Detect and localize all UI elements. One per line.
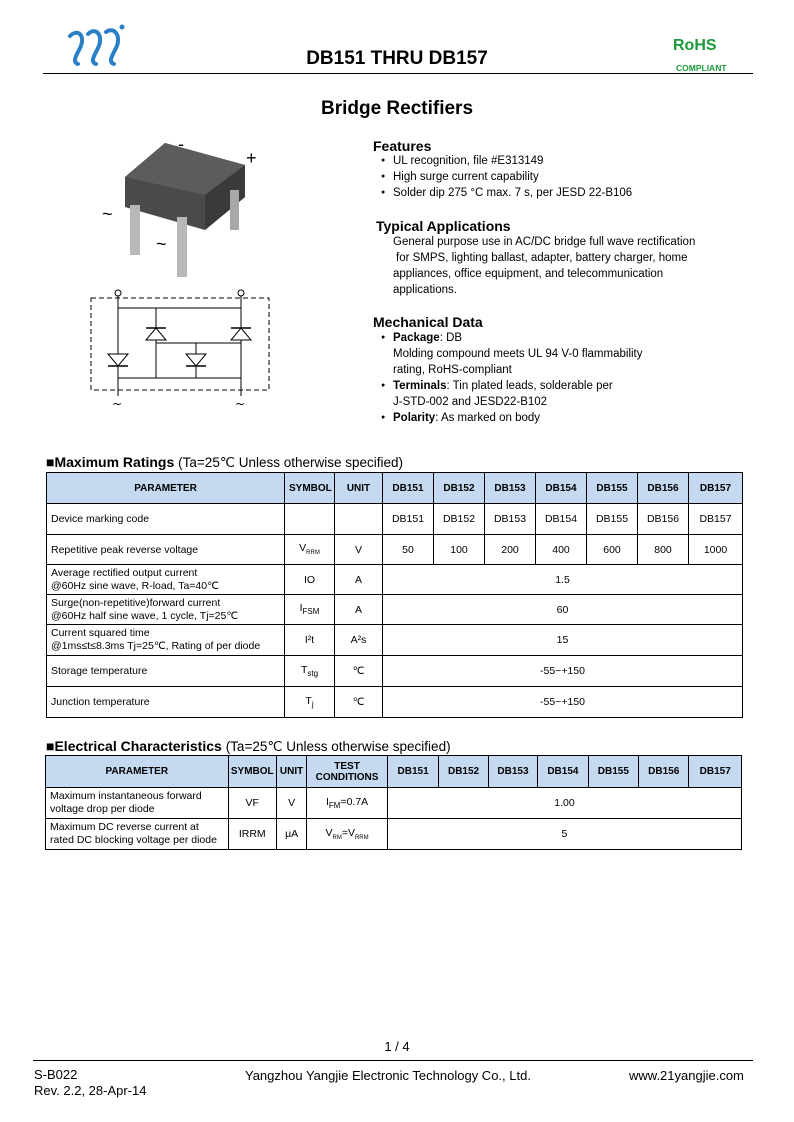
table-row: Current squared time @1ms≤t≤8.3ms Tj=25℃, Rating of per diode I²t A²s 15: [47, 625, 743, 656]
table-row: Repetitive peak reverse voltage $V_{RRM}$ V 50 100 200 400 600 800 1000: [47, 535, 743, 565]
col-header: SYMBOL: [228, 756, 276, 788]
svg-text:~: ~: [112, 397, 123, 411]
col-header: TEST CONDITIONS: [307, 756, 388, 788]
page-number: 1 / 4: [384, 1039, 410, 1054]
terminal-ac-label-2: ~: [156, 234, 167, 254]
col-header: UNIT: [335, 473, 383, 504]
footer-rule: [33, 1060, 753, 1061]
rohs-logo-text: RoHS: [673, 37, 717, 54]
table-row: Storage temperature $T_{stg}$ ℃ -55~+150: [47, 656, 743, 687]
col-header: DB156: [639, 756, 689, 788]
col-header: PARAMETER: [47, 473, 285, 504]
document-title: Bridge Rectifiers: [320, 98, 474, 119]
col-header: DB153: [488, 756, 537, 788]
features-list: [381, 153, 781, 201]
applications-text: General purpose use in AC/DC bridge full wave rectification for SMPS, lighting ballast, adapter, battery charger, home appliances, office equipment, and telecommunication applications.: [393, 236, 696, 296]
col-header: DB153: [485, 473, 536, 504]
website-link[interactable]: www.21yangjie.com: [629, 1068, 744, 1083]
list-item: ● UL recognition, file #E313149: [381, 153, 781, 169]
electrical-caption: ■Electrical Characteristics (Ta=25℃ Unless otherwise specified): [46, 738, 451, 754]
table-row: Device marking code DB151 DB152 DB153 DB154 DB155 DB156 DB157: [47, 504, 743, 535]
col-header: DB151: [387, 756, 438, 788]
col-header: DB154: [536, 473, 587, 504]
electrical-table: [45, 755, 742, 850]
col-header: DB151: [383, 473, 434, 504]
company-name: Yangzhou Yangjie Electronic Technology Co., Ltd.: [245, 1068, 531, 1083]
list-item: ● High surge current capability: [381, 169, 781, 185]
col-header: DB155: [587, 473, 638, 504]
terminal-ac-label-1: ~: [102, 204, 113, 224]
rohs-compliant-text: COMPLIANT: [676, 63, 727, 73]
header-title: DB151 THRU DB157: [306, 48, 488, 69]
svg-text:~: ~: [235, 397, 246, 411]
max-ratings-table: [46, 472, 743, 718]
terminal-minus-label: -: [178, 134, 184, 154]
col-header: DB155: [588, 756, 638, 788]
bridge-schematic: [86, 288, 272, 412]
table-row: Average rectified output current @60Hz sine wave, R-load, Ta=40℃ IO A 1.5: [47, 565, 743, 595]
mechanical-heading: Mechanical Data: [373, 314, 483, 330]
terminal-plus-label: +: [246, 148, 257, 168]
revision: Rev. 2.2, 28-Apr-14: [34, 1083, 147, 1098]
mechanical-text: ● Package: DB Molding compound meets UL 94 V-0 flammability rating, RoHS-compliant ● Terminals: Tin plated leads, solderable per J-STD-002 and JESD22-B102 ● Polarity: As marked on body: [381, 332, 643, 424]
col-header: DB152: [439, 756, 488, 788]
features-heading: Features: [373, 138, 432, 154]
col-header: DB154: [538, 756, 588, 788]
table-row: Junction temperature $T_j$ ℃ -55~+150: [47, 687, 743, 718]
col-header: DB152: [434, 473, 485, 504]
col-header: PARAMETER: [46, 756, 229, 788]
col-header: DB157: [689, 756, 742, 788]
applications-heading: Typical Applications: [376, 218, 511, 234]
doc-code: S-B022: [34, 1067, 78, 1082]
max-ratings-caption: ■Maximum Ratings (Ta=25℃ Unless otherwise specified): [46, 454, 404, 470]
list-item: ● Solder dip 275 °C max. 7 s, per JESD 22-B106: [381, 185, 781, 201]
table-row: Maximum DC reverse current at rated DC blocking voltage per diode IRRM μA $V_{RM}=V_{RRM}$ 5: [46, 819, 742, 850]
table-row: Maximum instantaneous forward voltage drop per diode VF V $I_{FM}=0.7A$ 1.00: [46, 788, 742, 819]
col-header: UNIT: [276, 756, 306, 788]
col-header: DB157: [689, 473, 743, 504]
header-rule: [43, 73, 753, 74]
table-row: Surge(non-repetitive)forward current @60Hz half sine wave, 1 cycle, Tj=25℃ $I_{FSM}$ A 60: [47, 595, 743, 625]
col-header: SYMBOL: [285, 473, 335, 504]
col-header: DB156: [638, 473, 689, 504]
